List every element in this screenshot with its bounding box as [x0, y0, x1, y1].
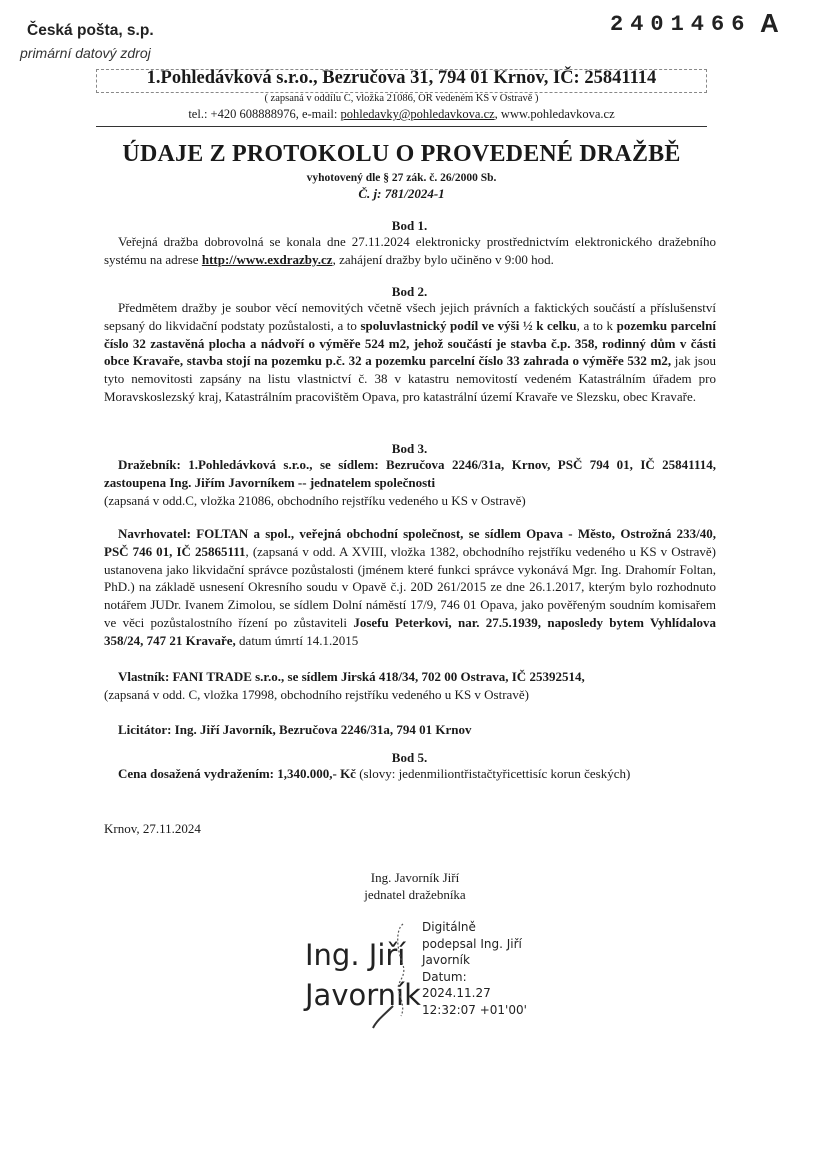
section-text-bod2 [104, 299, 716, 406]
signer-name: Ing. Javorník Jiří [370, 870, 460, 885]
signature-scribble-icon [365, 920, 425, 1030]
exdrazby-link[interactable]: http://www.exdrazby.cz [201, 251, 333, 267]
auctioneer-registration: (zapsaná v odd.C, vložka 21086, obchodního rejstříku vedeného u KS v Ostravě) [104, 492, 526, 508]
place-date: Krnov, 27.11.2024 [104, 821, 201, 836]
section-text-bod1 [104, 233, 716, 269]
signer-role: jednatel dražebníka [364, 887, 466, 902]
owner-registration: (zapsaná v odd. C, vložka 17998, obchodního rejstříku vedeného u KS v Ostravě) [104, 686, 529, 702]
proposer-block [104, 525, 716, 650]
auctioneer-block [104, 456, 716, 509]
document-title: ÚDAJE Z PROTOKOLU O PROVEDENÉ DRAŽBĚ [122, 141, 681, 167]
bod1-text-after: , zahájení dražby bylo učiněno v 9:00 hod. [332, 251, 554, 267]
section-heading-bod1: Bod 1. [391, 218, 428, 233]
section-heading-bod2: Bod 2. [391, 284, 428, 299]
signature-info-line: Datum: [422, 969, 467, 984]
signature-info-line: Digitálně [422, 920, 476, 934]
document-number-suffix: A [760, 8, 779, 38]
post-office-name: Česká pošta, s.p. [27, 22, 154, 39]
price-line [104, 765, 716, 783]
document-number: 2401466 [610, 12, 752, 37]
deceased-details: Josefu Peterkovi, nar. 27.5.1939, naposledy bytem Vyhlídalova 358/24, 747 21 Kravaře, [104, 614, 716, 648]
proposer-text: , (zapsaná v odd. A XVIII, vložka 1382, obchodního rejstříku vedeného u KS v Ostravě) ustanovena jako likvidační správce pozůstalosti (jménem které funkci správce vykonává Mgr. Ing. Drahomír Foltan, PhD.) na základě usnesení Okresního soudu v Opavě č.j. 20D 261/2015 ze dne 26.1.2017, kterým bylo rozhodnuto notářem JUDr. Ivanem Zimolou, se sídlem Dolní náměstí 17/9, 746 01 Opava, jako pověřeným soudním komisařem ve věci pozůstalostního řízení po zůstaviteli [104, 543, 716, 630]
owner-details: Vlastník: FANI TRADE s.r.o., se sídlem Jirská 418/34, 702 00 Ostrava, IČ 25392514, [118, 669, 585, 684]
signature-name-line2: Javorník [305, 978, 421, 1012]
licitator: Licitátor: Ing. Jiří Javorník, Bezručova 2246/31a, 794 01 Krnov [118, 722, 472, 737]
letterhead-contact [96, 107, 707, 122]
signature-info-line: 2024.11.27 [422, 986, 491, 1000]
bod2-text-3: jak jsou tyto nemovitosti zapsány na listu vlastnictví č. 38 v katastru nemovitostí vedeném Katastrálním úřadem pro Moravskoslezský kraj, Katastrálním pracovištěm Opava, pro katastrální území Kravaře ve Slezsku, obec Kravaře. [104, 353, 716, 404]
bod2-share: spoluvlastnický podíl ve výši ½ k celku [360, 317, 577, 333]
section-heading-bod5: Bod 5. [391, 750, 428, 765]
price-value: Cena dosažená vydražením: 1,340.000,- Kč [118, 766, 356, 781]
signature-info-line: 12:32:07 +01'00' [422, 1002, 527, 1017]
post-office-subtitle: primární datový zdroj [20, 45, 151, 61]
letterhead-divider [96, 126, 707, 127]
contact-phone: tel.: +420 608888976, e-mail: [188, 107, 341, 121]
bod1-text-before: Veřejná dražba dobrovolná se konala dne 27.11.2024 elektronicky prostřednictvím elektronického dražebního systému na adrese [104, 234, 716, 267]
email-link[interactable]: pohledavky@pohledavkova.cz [340, 107, 495, 121]
bod2-text-2: , a to k [576, 317, 617, 333]
death-date: datum úmrtí 14.1.2015 [235, 632, 359, 648]
owner-block [104, 668, 716, 704]
letterhead-title: 1.Pohledávková s.r.o., Bezručova 31, 794 01 Krnov, IČ: 25841114 [146, 68, 657, 88]
price-words: (slovy: jedenmiliontřistačtyřicettisíc korun českých) [355, 766, 631, 781]
signature-info-line: podepsal Ing. Jiří [422, 936, 522, 951]
bod2-text-1: Předmětem dražby je soubor věcí nemovitých včetně všech jejich právních a faktických součástí a příslušenství sepsaný do likvidační podstaty pozůstalosti, a to [104, 300, 716, 333]
contact-web: , www.pohledavkova.cz [494, 107, 615, 121]
proposer-name: Navrhovatel: FOLTAN a spol., veřejná obchodní společnost, se sídlem Opava - Město, Ostrožná 233/40, PSČ 746 01, IČ 25865111 [104, 526, 716, 559]
signature-info [422, 919, 527, 1018]
auctioneer-details: Dražebník: 1.Pohledávková s.r.o., se sídlem: Bezručova 2246/31a, Krnov, PSČ 794 01, IČ 25841114, zastoupena Ing. Jiřím Javorníkem -- jednatelem společnosti [104, 457, 716, 490]
signature-info-line: Javorník [422, 953, 470, 967]
signature-name-line1: Ing. Jiří [305, 938, 406, 972]
bod2-property: pozemku parcelní číslo 32 zastavěná plocha a nádvoří o výměře 524 m2, jehož součástí je stavba č.p. 358, rodinný dům v části obce Kravaře, stavba stojí na pozemku p.č. 32 a pozemku parcelní číslo 33 zahrada o výměře 532 m2, [104, 317, 716, 369]
letterhead-registration: ( zapsaná v oddílu C, vložka 21086, OR vedeném KS v Ostravě ) [264, 93, 539, 104]
section-heading-bod3: Bod 3. [391, 441, 428, 456]
reference-number: Č. j: 781/2024-1 [358, 186, 445, 201]
document-subtitle: vyhotovený dle § 27 zák. č. 26/2000 Sb. [306, 172, 497, 184]
